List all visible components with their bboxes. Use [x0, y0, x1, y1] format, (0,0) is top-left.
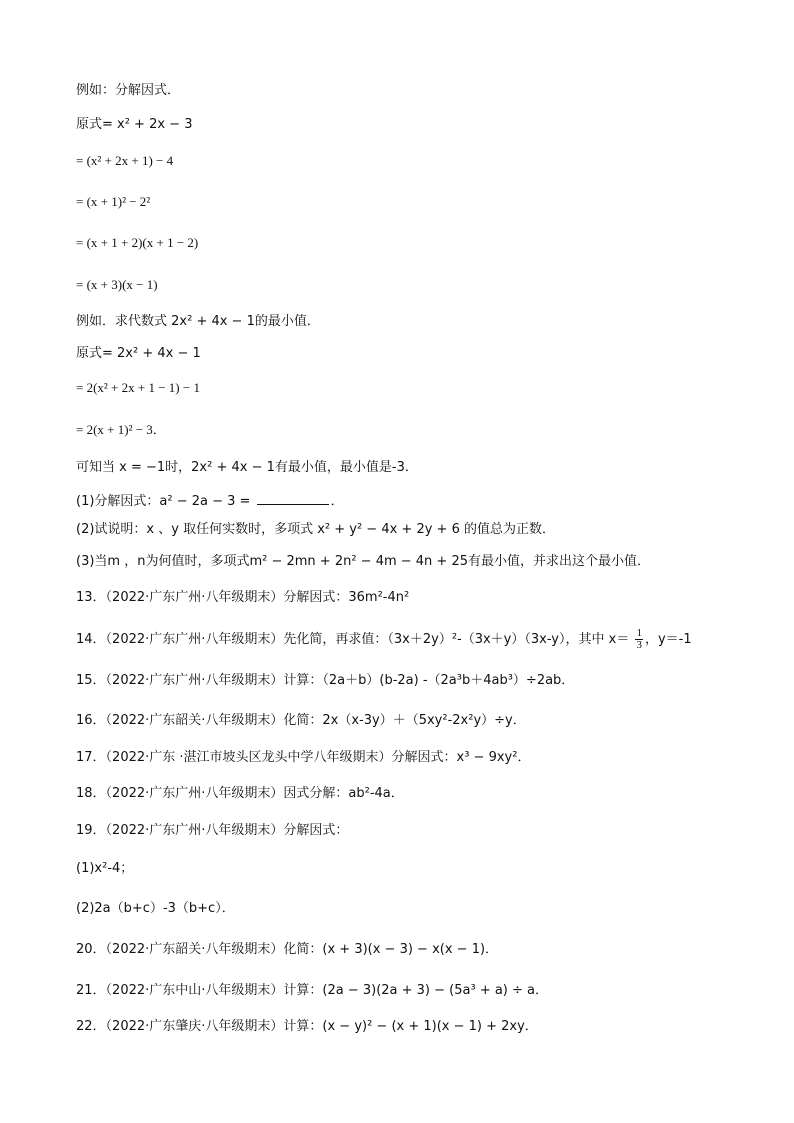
fraction-denominator: 3: [636, 639, 642, 651]
question-19-part-1: (1)x²-4；: [76, 861, 134, 876]
example-1-step-1: 原式= x² + 2x − 3: [76, 117, 193, 132]
question-15: 15．（2022·广东广州·八年级期末）计算：（2a＋b）(b-2a) -（2a³b＋4ab³）÷2ab．: [76, 673, 575, 688]
example-1-heading: 例如：分解因式．: [76, 83, 181, 98]
question-14-tail: ，y＝-1: [644, 632, 692, 647]
question-22: 22．（2022·广东肇庆·八年级期末）计算：(x − y)² − (x + 1)(x − 1) + 2xy．: [76, 1019, 538, 1034]
answer-blank[interactable]: [257, 491, 329, 505]
question-13: 13．（2022·广东广州·八年级期末）分解因式：36m²-4n²: [76, 590, 410, 605]
question-12-part-3: (3)当m ，n为何值时，多项式m² − 2mn + 2n² − 4m − 4n + 25有最小值，并求出这个最小值．: [76, 554, 650, 569]
fraction-numerator: 1: [636, 627, 642, 639]
example-2-step-3: = 2(x + 1)² − 3．: [76, 422, 166, 437]
example-1-step-4: = (x + 1 + 2)(x + 1 − 2): [76, 235, 199, 250]
example-2-step-1: 原式= 2x² + 4x − 1: [76, 346, 201, 361]
question-12-part-1-tail: ．: [330, 494, 344, 509]
question-19: 19．（2022·广东广州·八年级期末）分解因式：: [76, 823, 349, 838]
example-1-step-3: = (x + 1)² − 2²: [76, 194, 151, 209]
example-1-step-5: = (x + 3)(x − 1): [76, 277, 158, 292]
question-19-part-2: (2)2a（b+c）-3（b+c）．: [76, 901, 235, 916]
example-2-heading: 例如．求代数式 2x² + 4x − 1的最小值．: [76, 314, 320, 329]
question-17: 17．（2022·广东 ·湛江市坡头区龙头中学八年级期末）分解因式：x³ − 9xy²．: [76, 750, 531, 765]
question-16: 16．（2022·广东韶关·八年级期末）化简：2x（x-3y）＋（5xy²-2x²y）÷y．: [76, 713, 526, 728]
question-21: 21．（2022·广东中山·八年级期末）计算：(2a − 3)(2a + 3) − (5a³ + a) ÷ a．: [76, 983, 549, 998]
example-1-step-2: = (x² + 2x + 1) − 4: [76, 153, 174, 168]
question-14-text: 14．（2022·广东广州·八年级期末）先化简，再求值：（3x＋2y）²-（3x＋y）（3x-y），其中 x＝: [76, 632, 630, 647]
question-20: 20．（2022·广东韶关·八年级期末）化简：(x + 3)(x − 3) − x(x − 1)．: [76, 942, 499, 957]
fraction-one-third: [635, 628, 643, 651]
question-12-part-1-text: (1)分解因式：a² − 2a − 3 =: [76, 494, 255, 509]
question-12-part-2: (2)试说明：x 、y 取任何实数时，多项式 x² + y² − 4x + 2y + 6 的值总为正数．: [76, 522, 555, 537]
question-14: [76, 628, 692, 651]
question-18: 18．（2022·广东广州·八年级期末）因式分解：ab²-4a．: [76, 786, 404, 801]
example-2-conclusion: 可知当 x = −1时，2x² + 4x − 1有最小值，最小值是-3．: [76, 460, 418, 475]
question-12-part-1: [76, 491, 344, 511]
example-2-step-2: = 2(x² + 2x + 1 − 1) − 1: [76, 380, 200, 395]
